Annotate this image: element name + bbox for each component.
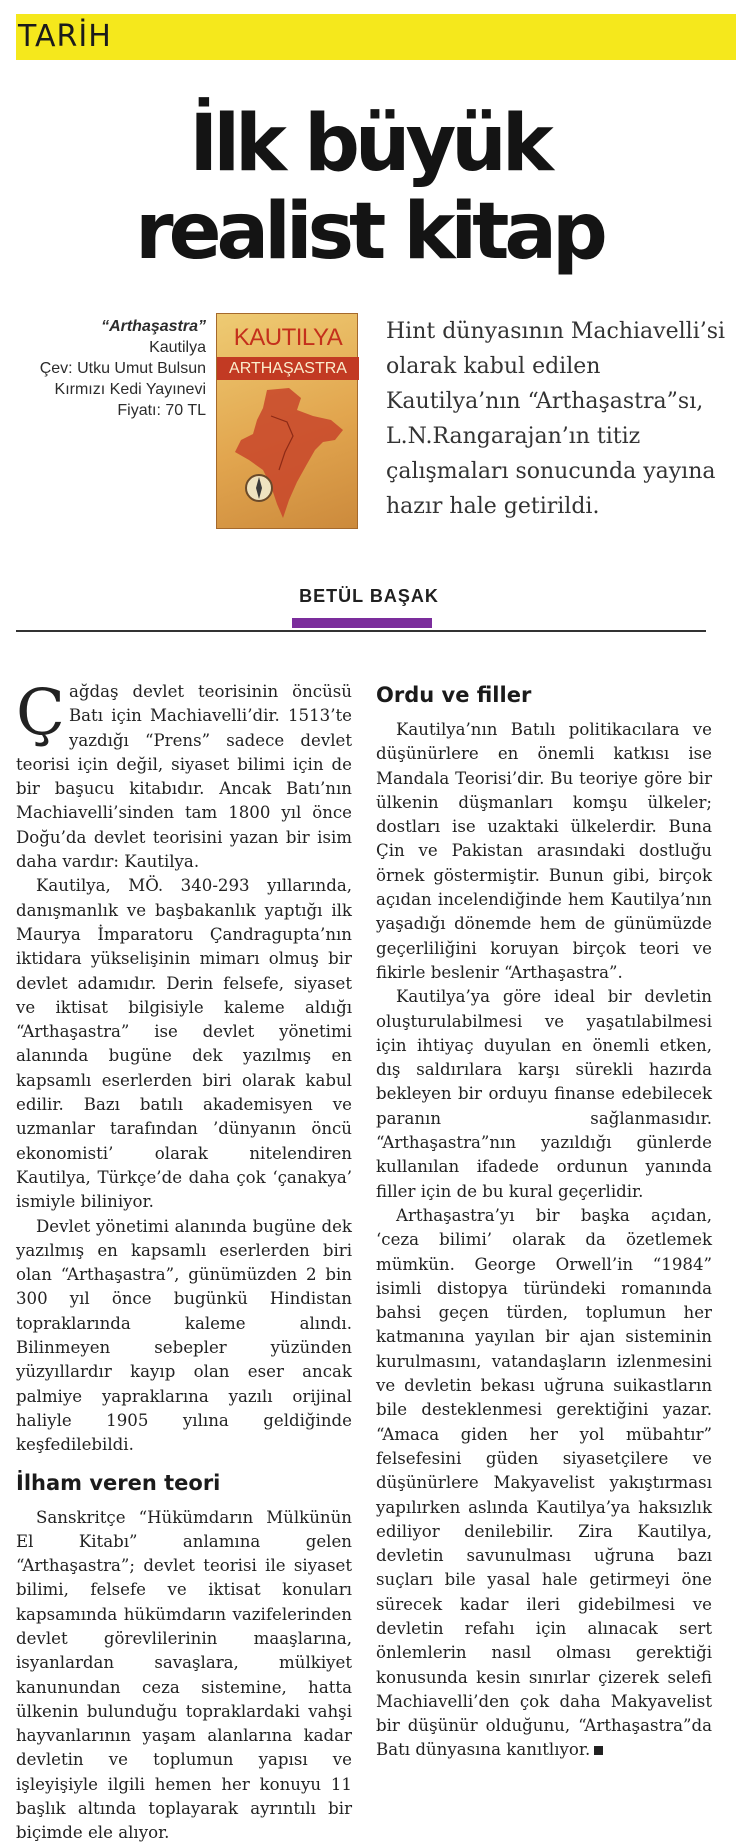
paragraph-7: Arthaşastra’yı bir başka açıdan, ‘ceza bilimi’ olarak da özetlemek mümkün. George Orwell’in “1984” isimli distopya türündeki romanında bahsi geçen türden, toplumun her katmanına yayılan bir ajan sisteminin kurulmasını, vatandaşların izlenmesini ve devletin bekası uğruna suikastların bile desteklenmesi gerektiğini yazar. “Amaca giden her yol mübahtır” felsefesini güden siyasetçilere ve düşünürlere Makyavelist yakıştırması yapılırken aslında Kautilya’ya haksızlık ediliyor denilebilir. Zira Kautilya, devletin savunulması uğruna bazı suçları bile yasal hale getirmeyi öne sürecek kadar ileri gidebilmesi ve devletin refahı için alınacak sert önlemlerin nasıl olması gerektiği konusunda kesin sınırlar çizerek selefi Machiavelli’den çok daha Makyavelist bir düşünür olduğunu, “Arthaşastra”da Batı dünyasına kanıtlıyor.: [376, 1205, 712, 1760]
section-divider: [16, 630, 706, 632]
intro-deck: Hint dünyasının Machiavelli’si olarak kabul edilen Kautilya’nın “Arthaşastra”sı, L.N.Rangarajan’ın titiz çalışmaları sonucunda yayına hazır hale getirildi.: [386, 319, 726, 519]
end-mark-icon: [594, 1746, 603, 1755]
book-cover: [216, 313, 358, 529]
section-bar: [16, 14, 736, 60]
cover-author: KAUTILYA: [233, 324, 343, 351]
subheading-ordu: Ordu ve filler: [376, 683, 532, 707]
paragraph-4: Sanskritçe “Hükümdarın Mülkünün El Kitabı” anlamına gelen “Arthaşastra”; devlet teorisi ile siyaset bilimi, felsefe ve iktisat konuları kapsamında hükümdarın vazifelerinden devlet görevlilerinin maaşlarına, isyanlardan savaşlara, mülkiyet kanunundan ceza sistemine, hatta ülkenin bulunduğu topraklardaki vahşi hayvanlarının yaşam alanlarına kadar devletin ve toplumun yapısı ve işleyişiyle ilgili hemen her konuyu 11 başlık altında toplayarak ayrıntılı bir biçimde ele alıyor.: [16, 1507, 352, 1843]
article-column-right: [376, 680, 712, 1763]
headline-line-1: İlk büyük: [189, 99, 549, 189]
byline: BETÜL BAŞAK: [299, 586, 439, 606]
subheading-ilham: İlham veren teori: [16, 1470, 221, 1495]
paragraph-1: Çağdaş devlet teorisinin öncüsü Batı için Machiavelli’dir. 1513’te yazdığı “Prens” sadece devlet teorisi için değil, siyaset bilimi için de bir başucu kitabıdır. Ancak Batı’nın Machiavelli’sinden tam 1800 yıl önce Doğu’da devlet teorisini yazan bir isim daha vardır: Kautilya.: [16, 676, 352, 872]
drop-cap: Ç: [16, 676, 65, 750]
paragraph-6: Kautilya’ya göre ideal bir devletin oluşturulabilmesi ve yaşatılabilmesi için ihtiyaç duyulan en önemli etken, dış saldırılara karşı sürekli hazırda bekleyen bir orduyu finanse edebilecek paranın sağlanmasıdır. “Arthaşastra”nın yazıldığı günlerde kullanılan ifadede ordunun yanında filler için de bu kural geçerlidir.: [376, 987, 712, 1201]
book-publisher: Kırmızı Kedi Yayınevi: [54, 381, 206, 398]
paragraph-5: Kautilya’nın Batılı politikacılara ve düşünürlere en önemli katkısı ise Mandala Teorisi’dir. Bu teoriye göre bir ülkenin düşmanları komşu ülkeler; dostları ise uzaktaki ülkelerdir. Buna Çin ve Pakistan arasındaki dostluğu örnek göstermiştir. Bunun gibi, birçok açıdan incelendiğinde hem Kautilya’nın yaşadığı dönemde hem de günümüzde geçerliliğini koruyan birçok teori ve fikirle beslenir “Arthaşastra”.: [376, 720, 712, 982]
headline-line-2: realist kitap: [135, 187, 603, 277]
article-column-left: [16, 676, 352, 1846]
section-label: TARİH: [18, 19, 112, 54]
book-author: Kautilya: [149, 339, 206, 356]
paragraph-2: Kautilya, MÖ. 340-293 yıllarında, danışmanlık ve başbakanlık yaptığı ilk Maurya İmparatoru Çandragupta’nın iktidara yükselişinin mimarı olmuş bir devlet adamıdır. Derin felsefe, siyaset ve iktisat bilgisiyle kaleme aldığı “Arthaşastra” ise devlet yönetimi alanında bugüne dek yazılmış en kapsamlı eserlerden biri olarak kabul edilir. Bazı batılı akademisyen ve uzmanlar tarafından ’dünyanın öncü ekonomisti’ olarak nitelendiren Kautilya, Türkçe’de daha çok ‘çanakya’ ismiyle biliniyor.: [16, 876, 352, 1212]
cover-title: ARTHAŞASTRA: [217, 357, 359, 380]
book-price: Fiyatı: 70 TL: [117, 402, 206, 419]
book-translator: Çev: Utku Umut Bulsun: [39, 360, 206, 377]
headline: [0, 100, 738, 276]
book-title: “Arthaşastra”: [101, 318, 206, 335]
paragraph-3: Devlet yönetimi alanında bugüne dek yazılmış en kapsamlı eserlerden biri olan “Arthaşastra”, günümüzden 2 bin 300 yıl önce bugünkü Hindistan topraklarında kaleme alındı. Bilinmeyen sebepler yüzünden yüzyıllardır kayıp olan eser ancak palmiye yapraklarına yazılı orijinal haliyle 1905 yılına geldiğinde keşfedilebildi.: [16, 1216, 352, 1455]
book-info: [24, 316, 206, 421]
byline-accent-bar: [292, 618, 432, 628]
india-map-icon: [227, 386, 349, 524]
